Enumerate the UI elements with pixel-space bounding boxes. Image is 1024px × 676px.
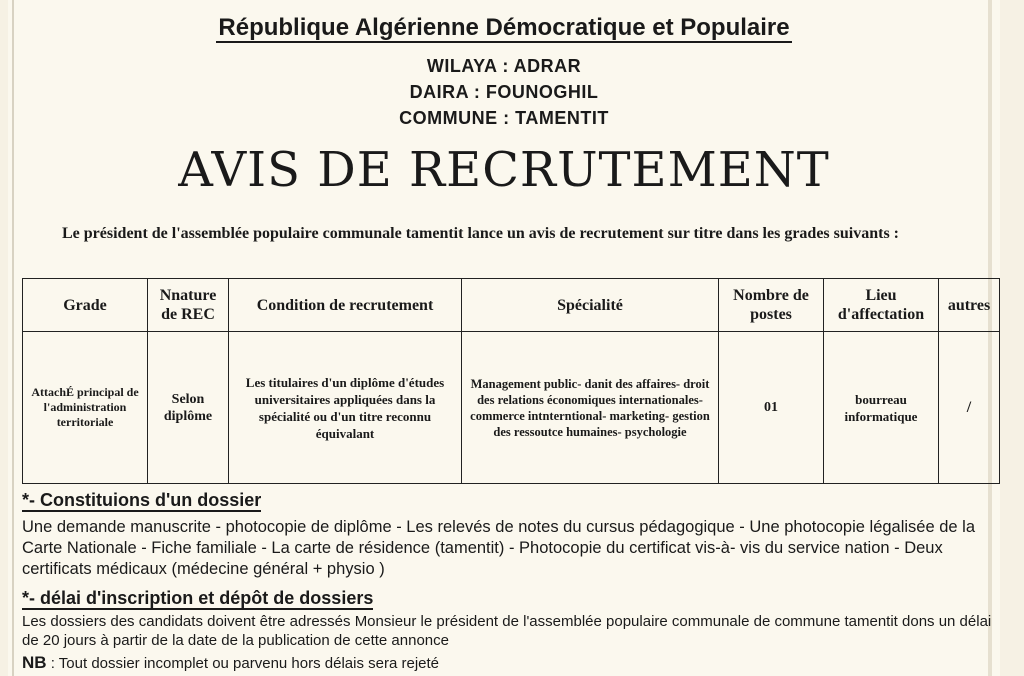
nb-note: [22, 653, 997, 673]
dossier-heading: *- Constituions d'un dossier: [22, 490, 262, 510]
delai-heading: *- délai d'inscription et dépôt de dossiers: [22, 588, 374, 608]
col-header-condition: Condition de recrutement: [229, 279, 462, 332]
cell-autres: /: [939, 332, 1000, 484]
nb-label: NB: [22, 653, 47, 672]
cell-condition: Les titulaires d'un diplôme d'études universitaires appliquées dans la spécialité ou d'un titre reconnu équivalant: [229, 332, 462, 484]
daira-line: DAIRA : FOUNOGHIL: [409, 82, 599, 102]
recruitment-table: [22, 278, 1000, 484]
dossier-text: Une demande manuscrite - photocopie de diplôme - Les relevés de notes du cursus pédagogique - Une photocopie légalisée de la Carte Nationale - Fiche familiale - La carte de résidence (tamentit) - Photocopie du certificat vis-à- vis du service nation - Deux certificats médicaux (médecine général + physio ): [22, 518, 976, 578]
commune-line: COMMUNE : TAMENTIT: [399, 108, 609, 128]
col-header-autres: autres: [939, 279, 1000, 332]
table-row: [23, 332, 1000, 484]
republic-heading: République Algérienne Démocratique et Populaire: [218, 14, 790, 41]
cell-specialite: Management public- danit des affaires- droit des relations économiques internationales- commerce intnterntional- marketing- gestion des ressoutce humaines- psychologie: [462, 332, 719, 484]
cell-grade: AttachÉ principal de l'administration territoriale: [23, 332, 148, 484]
col-header-grade: Grade: [23, 279, 148, 332]
delai-text: Les dossiers des candidats doivent être adressés Monsieur le président de l'assemblée populaire communale de commune tamentit dons un délai de 20 jours à partir de la date de la publication de cette annonce: [22, 613, 992, 649]
cell-lieu: bourreau informatique: [824, 332, 939, 484]
col-header-nombre: Nombre de postes: [719, 279, 824, 332]
col-header-nature: Nnature de REC: [148, 279, 229, 332]
page-title: AVIS DE RECRUTEMENT: [178, 142, 830, 198]
nb-text: : Tout dossier incomplet ou parvenu hors délais sera rejeté: [50, 655, 440, 672]
intro-paragraph: Le président de l'assemblée populaire communale tamentit lance un avis de recrutement sur titre dans les grades suivants :: [62, 225, 899, 242]
wilaya-line: WILAYA : ADRAR: [426, 56, 582, 76]
document-page: [8, 0, 1000, 676]
table-header-row: [23, 279, 1000, 332]
col-header-lieu: Lieu d'affectation: [824, 279, 939, 332]
col-header-specialite: Spécialité: [462, 279, 719, 332]
cell-nature: Selon diplôme: [148, 332, 229, 484]
cell-nombre: 01: [719, 332, 824, 484]
